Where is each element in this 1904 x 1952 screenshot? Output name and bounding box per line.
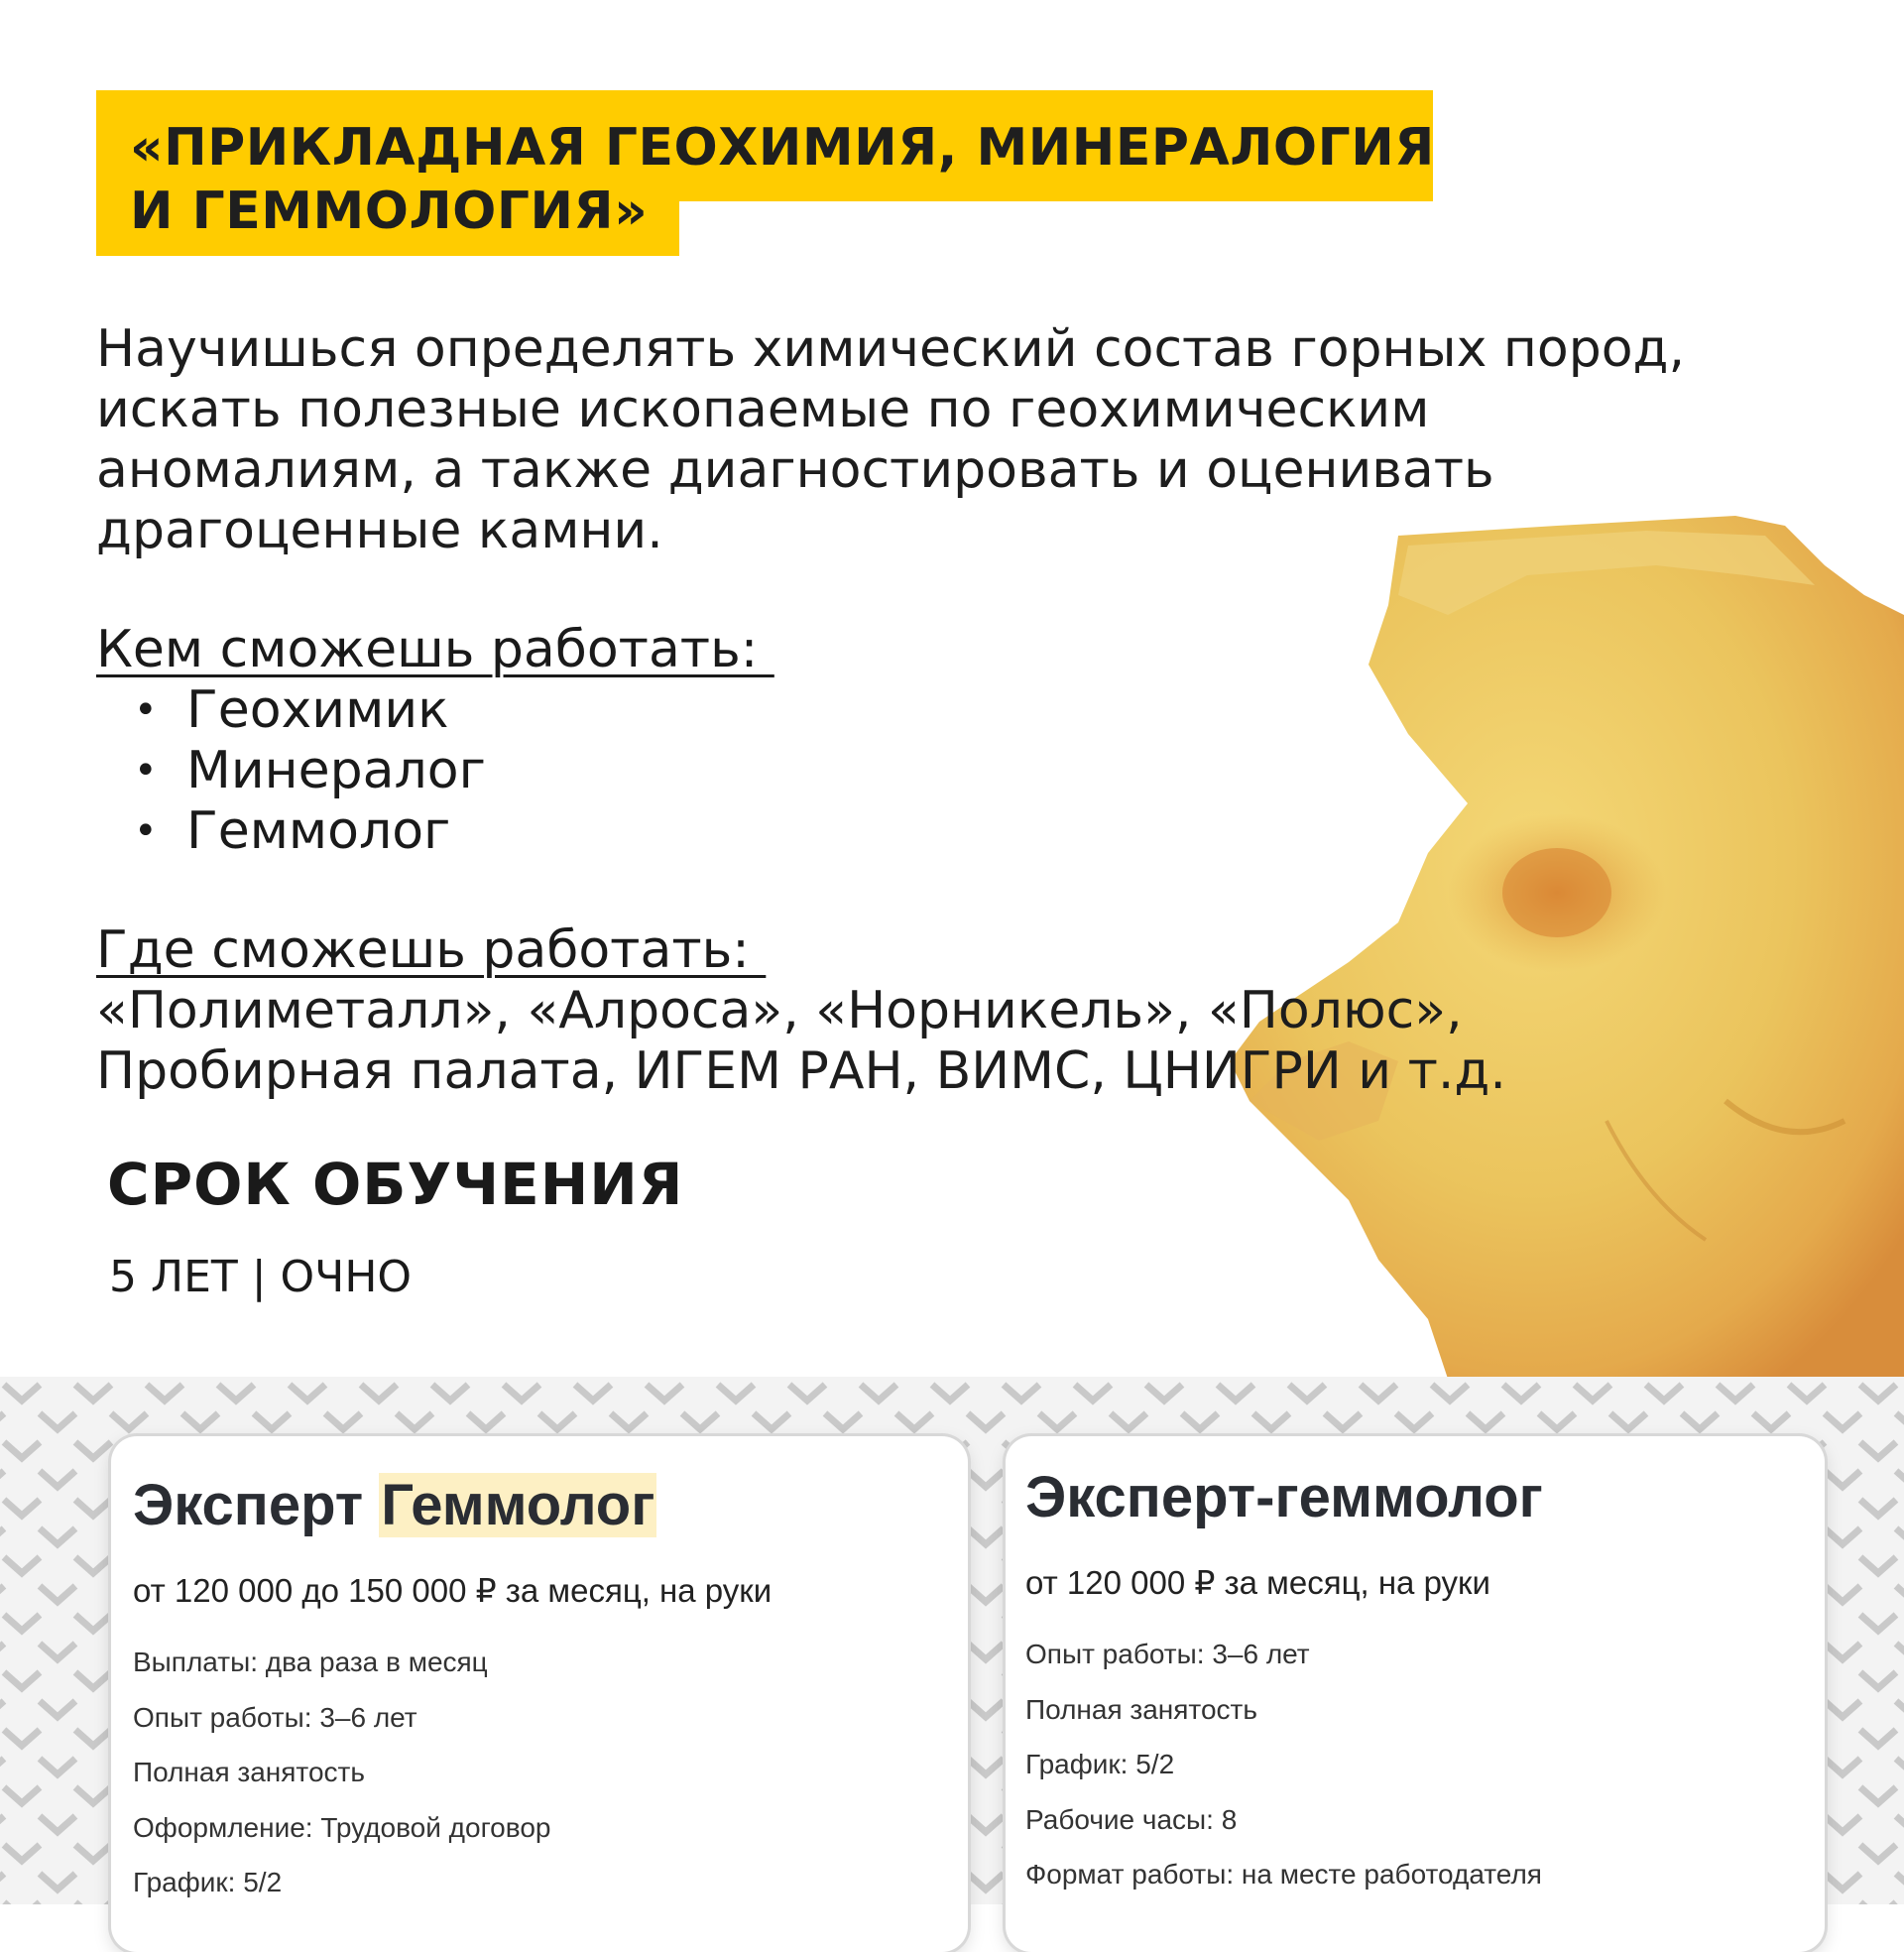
job-detail-item: Рабочие часы: 8 [1025,1803,1238,1835]
job-salary: от 120 000 ₽ за месяц, на руки [1025,1564,1490,1601]
job-title-part: Эксперт [133,1473,380,1537]
job-title [133,1472,656,1538]
job-card[interactable] [111,1436,968,1952]
employers-line: «Полиметалл», «Алроса», «Норникель», «Полюс», [96,981,1463,1040]
employers-text [96,981,1506,1102]
role-item [134,680,486,741]
job-detail-item: Выплаты: два раза в месяц [133,1647,488,1677]
study-period-title: СРОК ОБУЧЕНИЯ [107,1151,684,1218]
job-detail-item: График: 5/2 [133,1867,283,1897]
job-detail-item: Опыт работы: 3–6 лет [1025,1639,1310,1669]
title-text-line-2: И ГЕММОЛОГИЯ» [130,182,649,241]
bullet-icon: • [134,748,158,793]
bullet-icon: • [134,687,158,733]
job-salary: от 120 000 до 150 000 ₽ за месяц, на руки [133,1572,773,1609]
job-title: Эксперт-геммолог [1025,1465,1543,1529]
intro-line: драгоценные камни. [96,501,663,560]
job-details [133,1635,550,1910]
intro-line: аномалиям, а также диагностировать и оценивать [96,440,1494,500]
job-detail-item: Опыт работы: 3–6 лет [133,1701,417,1733]
who-heading: Кем сможешь работать: [96,620,774,679]
title-banner-line-2 [96,182,679,256]
job-title-highlight: Геммолог [381,1473,655,1537]
role-label: Геммолог [186,801,451,861]
job-details [1025,1627,1542,1902]
role-label: Геохимик [186,680,449,740]
job-detail-item: Полная занятость [1025,1693,1257,1725]
intro-line: Научишься определять химический состав горных пород, [96,319,1685,379]
role-label: Минералог [186,741,486,800]
amber-stone-image [1230,506,1904,1379]
employers-line: Пробирная палата, ИГЕМ РАН, ВИМС, ЦНИГРИ и т.д. [96,1041,1506,1101]
job-detail-item: Полная занятость [133,1757,365,1787]
job-detail-item: Оформление: Трудовой договор [133,1811,551,1843]
bullet-icon: • [134,808,158,854]
study-period-value: 5 ЛЕТ | ОЧНО [109,1252,413,1302]
job-detail-item: Формат работы: на месте работодателя [1025,1859,1542,1890]
roles-list [134,680,486,862]
where-heading: Где сможешь работать: [96,920,767,980]
job-detail-item: График: 5/2 [1025,1749,1175,1779]
title-text-line-1: «ПРИКЛАДНАЯ ГЕОХИМИЯ, МИНЕРАЛОГИЯ [130,118,1435,178]
intro-line: искать полезные ископаемые по геохимическим [96,380,1430,439]
intro-paragraph [96,319,1685,561]
job-card[interactable] [1006,1436,1825,1952]
role-item [134,801,486,862]
role-item [134,741,486,801]
